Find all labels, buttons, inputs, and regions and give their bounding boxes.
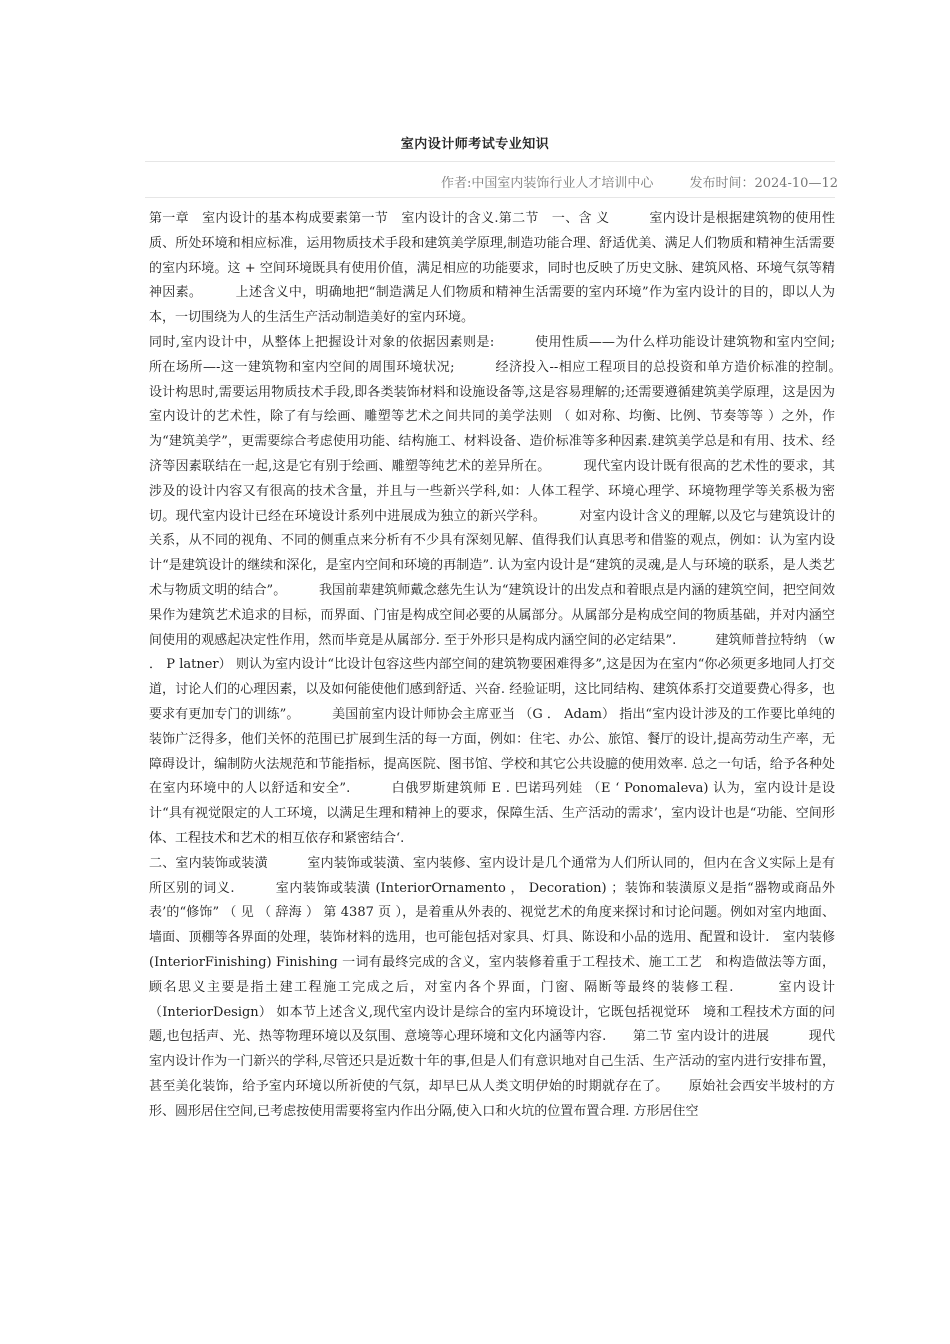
document-meta [441, 172, 838, 191]
article-body [149, 207, 875, 1124]
paragraph: 第一章 室内设计的基本构成要素第一节 室内设计的含义.第二节 一、含 义 室内设计是根据建筑物的使用性质、所处环境和相应标准，运用物质技术手段和建筑美学原理,制造功能合理、舒适优美、满足人们物质和精神生活需要的室内环境。这 + 空间环境既具有使用价值，满足相应的功能要求，同时也反映了历史文脉、建筑风格、环境气氛等精神因素。 上述含义中，明确地把“制造满足人们物质和精神生活需要的室内环境”作为室内设计的目的，即以人为本，一切围绕为人的生活生产活动制造美好的室内环境。 [149, 211, 835, 326]
title-divider [145, 161, 835, 162]
paragraph: 同时,室内设计中，从整体上把握设计对象的依据因素则是: 使用性质——为什么样功能设计建筑物和室内空间; 所在场所—-这一建筑物和室内空间的周围环境状况; 经济投入--相应工程项目的总投资和单方造价标准的控制。 设计构思时,需要运用物质技术手段,即各类装饰材料和设施设备等,这是容易理解的;还需要遵循建筑美学原理，这是因为室内设计的艺术性，除了有与绘画、雕塑等艺术之间共同的美学法则 （ 如对称、均衡、比例、节奏等等 ）之外，作为“建筑美学”，更需要综合考虑使用功能、结构施工、材料设备、造价标准等多种因素.建筑美学总是和有用、技术、经济等因素联结在一起,这是它有别于绘画、雕塑等纯艺术的差异所在。 现代室内设计既有很高的艺术性的要求，其涉及的设计内容又有很高的技术含量，并且与一些新兴学科,如：人体工程学、环境心理学、环境物理学等关系极为密切。现代室内设计已经在环境设计系列中进展成为独立的新兴学科。 对室内设计含义的理解,以及它与建筑设计的关系，从不同的视角、不同的侧重点来分析有不少具有深刻见解、值得我们认真思考和借鉴的观点，例如：认为室内设计“是建筑设计的继续和深化，是室内空间和环境的再制造”. 认为室内设计是“建筑的灵魂,是人与环境的联系，是人类艺术与物质文明的结合”。 我国前辈建筑师戴念慈先生认为“建筑设计的出发点和着眼点是内涵的建筑空间，把空间效果作为建筑艺术追求的目标，而界面、门宙是构成空间必要的从属部分。从属部分是构成空间的物质基础，并对内涵空间使用的观感起决定性作用，然而毕竟是从属部分. 至于外形只是构成内涵空间的必定结果”. 建筑师普拉特纳 （w ． P latner） 则认为室内设计“比设计包容这些内部空间的建筑物要困难得多”,这是因为在室内“你必须更多地同人打交道，讨论人们的心理因素，以及如何能使他们感到舒适、兴奋. 经验证明，这比同结构、建筑体系打交道要费心得多，也要求有更加专门的训练”。 美国前室内设计师协会主席亚当 （G ． Adam） 指出“室内设计涉及的工作要比单纯的装饰广泛得多，他们关怀的范围已扩展到生活的每一方面，例如：住宅、办公、旅馆、餐厅的设计,提高劳动生产率，无障碍设计，编制防火法规范和节能指标，提高医院、图书馆、学校和其它公共设臆的使用效率. 总之一句话，给予各种处在室内环境中的人以舒适和安全”. 白俄罗斯建筑师 E . 巴诺玛列娃 （E ‘ Ponomaleva) 认为，室内设计是设计“具有视觉限定的人工环境，以满足生理和精神上的要求，保障生活、生产活动的需求’，室内设计也是“功能、空间形体、工程技术和艺术的相互依存和紧密结合‘. [149, 334, 875, 846]
publish-date: 发布时间：2024-10—12 [689, 176, 838, 191]
paragraph: 二、室内装饰或装潢 室内装饰或装潢、室内装修、室内设计是几个通常为人们所认同的，但内在含义实际上是有所区别的词义. 室内装饰或装潢 (InteriorOrnamento ， Decoration) ；装饰和装潢原义是指“器物或商品外表’的“修饰” （ 见 （ 辞海 ） 第 4387 页 ），是着重从外表的、视觉艺术的角度来探讨和讨论问题。例如对室内地面、墙面、顶棚等各界面的处理，装饰材料的选用，也可能包括对家具、灯具、陈设和小品的选用、配置和设计. 室内装修 (InteriorFinishing) Finishing 一词有最终完成的含义，室内装修着重于工程技术、施工工艺 和构造做法等方面，顾名思义主要是指土建工程施工完成之后，对室内各个界面，门窗、隔断等最终的装修工程. 室内设计 （InteriorDesign） 如本节上述含义,现代室内设计是综合的室内环境设计，它既包括视觉环 境和工程技术方面的问题,也包括声、光、热等物理环境以及氛围、意境等心理环境和文化内涵等内容. 第二节 室内设计的进展 现代室内设计作为一门新兴的学科,尽管还只是近数十年的事,但是人们有意识地对自己生活、生产活动的室内进行安排布置，甚至美化装饰，给予室内环境以所祈使的气氛，却早巳从人类文明伊始的时期就存在了。 原始社会西安半坡村的方形、圆形居住空间,已考虑按使用需要将室内作出分隔,使入口和火坑的位置布置合理. 方形居住空 [149, 855, 835, 1119]
document-title: 室内设计师考试专业知识 [400, 137, 550, 152]
meta-divider [145, 197, 835, 198]
author-label: 作者:中国室内装饰行业人才培训中心 [441, 176, 654, 191]
